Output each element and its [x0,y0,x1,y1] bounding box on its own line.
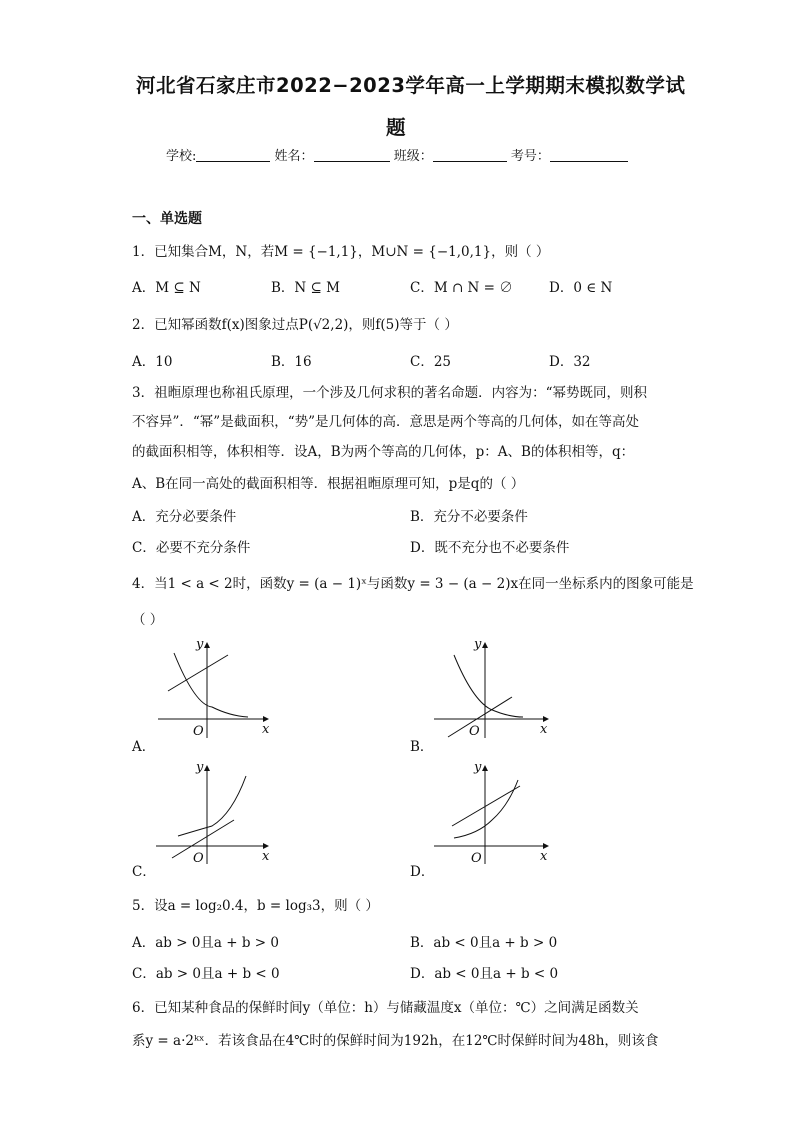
question-1-stem: 1．已知集合M，N，若M = {−1,1}，M∪N = {−1,0,1}，则（ ） [132,244,550,260]
name-field[interactable] [314,148,390,162]
q4-option-a[interactable]: A． [132,739,156,755]
question-4-line-1: 4．当1 < a < 2时，函数y = (a − 1)ˣ与函数y = 3 − (a − 2)x在同一坐标系内的图象可能是 [132,576,694,592]
question-6-line-1: 6．已知某种食品的保鲜时间y（单位：h）与储藏温度x（单位：℃）之间满足函数关 [132,1000,639,1016]
q4-option-c[interactable]: C． [132,864,156,880]
q3-option-a[interactable]: A．充分必要条件 [132,509,237,525]
q4-graph-d [428,758,558,868]
origin-label: O [471,851,482,866]
class-label: 班级： [393,149,433,164]
q4-option-d[interactable]: D． [410,864,435,880]
student-info-row [166,145,628,164]
exponential-curve [174,653,248,717]
q5-option-b[interactable]: B．ab < 0且a + b > 0 [410,935,558,951]
q1-option-a[interactable]: A．M ⊆ N [132,280,201,296]
q3-option-c[interactable]: C．必要不充分条件 [132,540,251,556]
origin-label: O [193,724,204,739]
question-3-line-1: 3．祖暅原理也称祖氏原理，一个涉及几何求积的著名命题．内容为：“幂势既同，则积 [132,385,647,401]
q5-option-a[interactable]: A．ab > 0且a + b > 0 [132,935,279,951]
x-axis-label: x [262,722,270,737]
q4-option-b[interactable]: B． [410,739,434,755]
question-5-stem: 5．设a = log₂0.4，b = log₃3，则（ ） [132,898,379,914]
page-title: 河北省石家庄市2022−2023学年高一上学期期末模拟数学试 [136,74,686,97]
linear-line [448,697,512,737]
q1-option-b[interactable]: B．N ⊆ M [271,280,340,296]
section-heading: 一、单选题 [132,211,202,227]
y-axis-label: y [474,760,482,775]
exam-no-field[interactable] [550,148,628,162]
question-6-line-2: 系y = a·2ᵏˣ．若该食品在4℃时的保鲜时间为192h，在12℃时保鲜时间为48h，则该食 [132,1033,659,1049]
question-3-line-4: A、B在同一高处的截面积相等．根据祖暅原理可知，p是q的（ ） [132,476,525,492]
page-title-continued: 题 [386,116,407,139]
q3-option-b[interactable]: B．充分不必要条件 [410,509,528,525]
school-field[interactable] [196,148,270,162]
q5-option-d[interactable]: D．ab < 0且a + b < 0 [410,966,559,982]
q5-option-c[interactable]: C．ab > 0且a + b < 0 [132,966,280,982]
x-axis-label: x [540,722,548,737]
y-axis-label: y [196,760,204,775]
question-4-line-2: （ ） [132,612,164,628]
y-axis-label: y [196,637,204,652]
q1-option-d[interactable]: D．0 ∈ N [549,280,613,296]
q1-option-c[interactable]: C．M ∩ N = ∅ [410,280,513,296]
y-axis-label: y [474,637,482,652]
x-axis-label: x [540,849,548,864]
q2-option-a[interactable]: A．10 [132,354,173,370]
q2-option-b[interactable]: B．16 [271,354,312,370]
q3-option-d[interactable]: D．既不充分也不必要条件 [410,540,570,556]
x-axis-label: x [262,849,270,864]
question-3-line-3: 的截面积相等，体积相等．设A，B为两个等高的几何体，p：A、B的体积相等，q： [132,444,635,460]
linear-line [452,786,520,826]
q4-graph-c [150,758,280,868]
exam-no-label: 考号： [510,149,550,164]
origin-label: O [469,724,480,739]
question-2-stem: 2．已知幂函数f(x)图象过点P(√2,2)，则f(5)等于（ ） [132,317,458,333]
school-label: 学校: [166,149,197,164]
origin-label: O [193,851,204,866]
name-label: 姓名： [274,149,314,164]
exponential-curve [454,655,523,717]
question-3-line-2: 不容异”．“幂”是截面积，“势”是几何体的高．意思是两个等高的几何体，如在等高处 [132,414,640,430]
q2-option-d[interactable]: D．32 [549,354,591,370]
exponential-curve [454,780,518,838]
q2-option-c[interactable]: C．25 [410,354,452,370]
q4-graph-a [150,633,280,743]
class-field[interactable] [433,148,507,162]
exponential-curve [178,776,246,836]
q4-graph-b [428,633,558,743]
